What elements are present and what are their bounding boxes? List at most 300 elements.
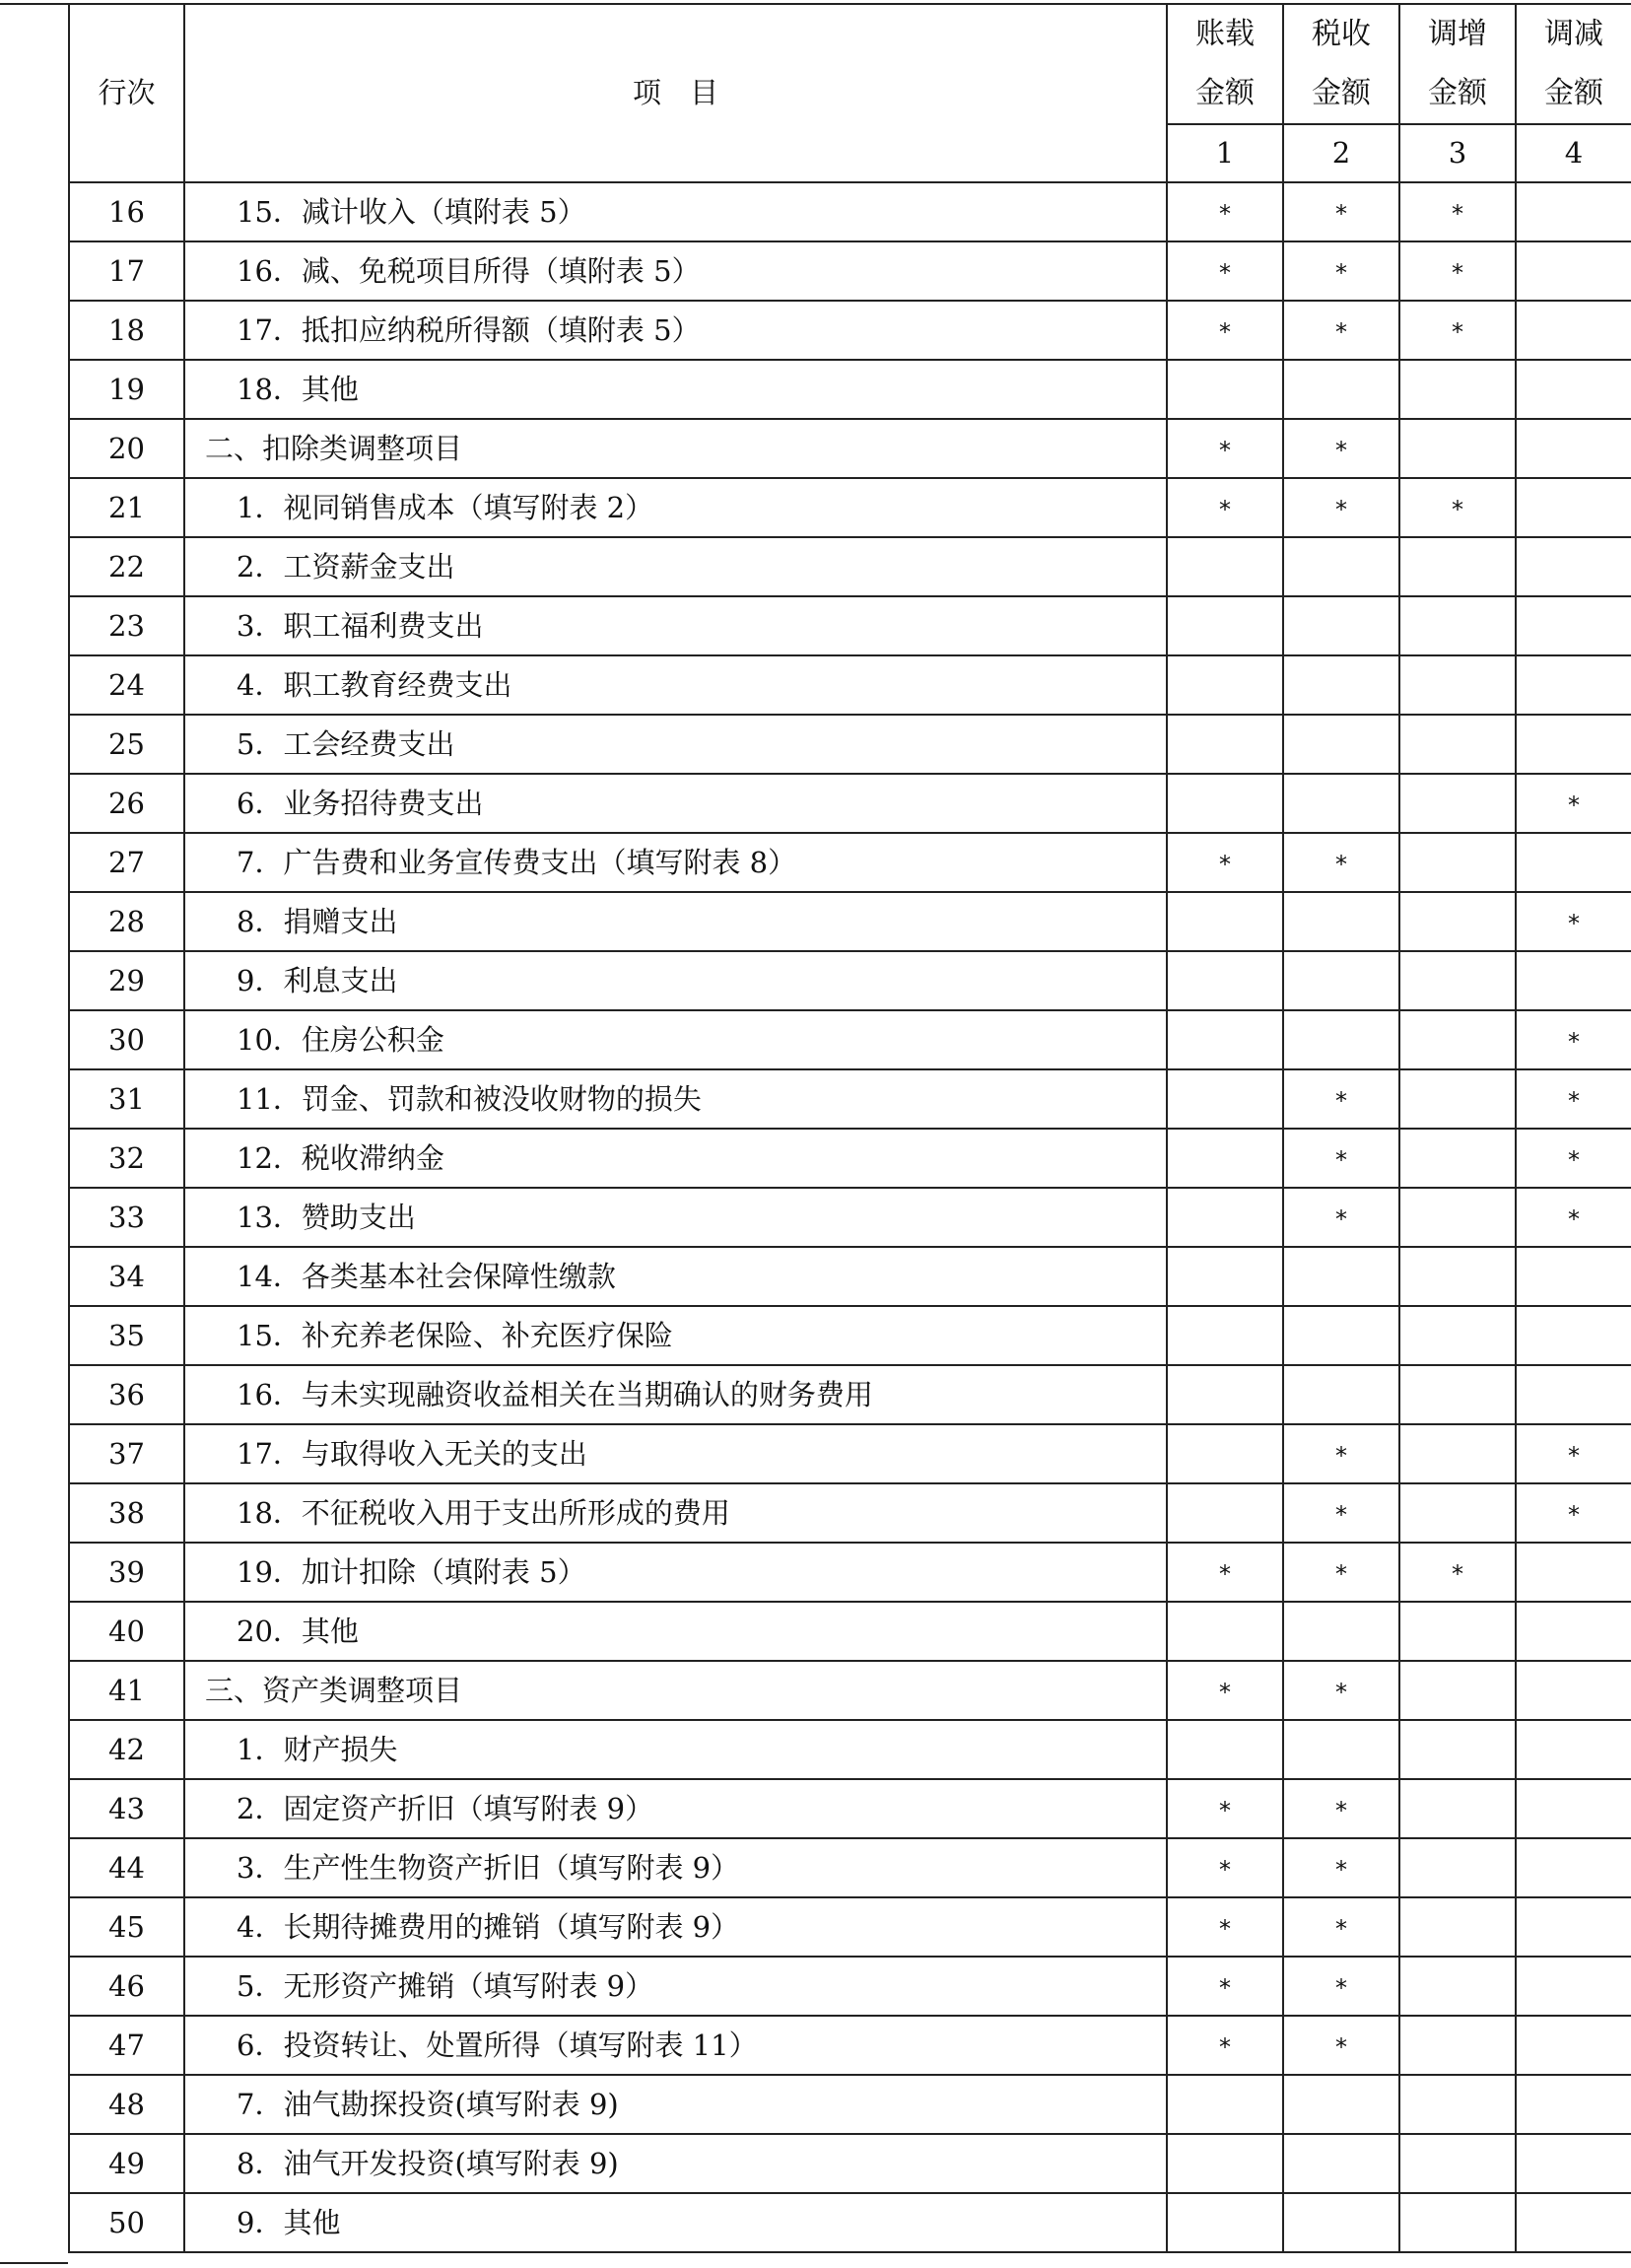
decrease-amount-cell bbox=[1516, 833, 1631, 892]
decrease-amount-cell bbox=[1516, 241, 1631, 301]
tax-amount-cell bbox=[1283, 1543, 1399, 1602]
not-applicable-mark: * bbox=[1335, 1678, 1347, 1706]
row-number-label: 行次 bbox=[98, 76, 156, 110]
increase-amount-cell bbox=[1399, 1483, 1516, 1543]
not-applicable-mark: * bbox=[1219, 1855, 1231, 1884]
book-amount-cell bbox=[1167, 1483, 1283, 1543]
row-item-label: 6．业务招待费支出 bbox=[184, 774, 1167, 833]
table-row bbox=[69, 419, 1631, 478]
table-row bbox=[69, 1306, 1631, 1365]
row-item-label: 三、资产类调整项目 bbox=[184, 1661, 1167, 1720]
book-amount-cell bbox=[1167, 1720, 1283, 1779]
row-item-label: 6．投资转让、处置所得（填写附表 11） bbox=[184, 2016, 1167, 2075]
not-applicable-mark: * bbox=[1452, 317, 1463, 346]
row-number: 48 bbox=[69, 2075, 184, 2134]
not-applicable-mark: * bbox=[1219, 1796, 1231, 1824]
row-item-label: 8．油气开发投资(填写附表 9) bbox=[184, 2134, 1167, 2193]
decrease-amount-cell bbox=[1516, 360, 1631, 419]
row-number: 17 bbox=[69, 241, 184, 301]
decrease-amount-cell bbox=[1516, 1129, 1631, 1188]
increase-amount-cell bbox=[1399, 1897, 1516, 1957]
book-amount-cell bbox=[1167, 2016, 1283, 2075]
tax-amount-cell bbox=[1283, 1069, 1399, 1129]
tax-amount-cell bbox=[1283, 1483, 1399, 1543]
header-item bbox=[184, 4, 1167, 182]
row-item-label: 1．视同销售成本（填写附表 2） bbox=[184, 478, 1167, 537]
tax-amount-cell bbox=[1283, 655, 1399, 715]
not-applicable-mark: * bbox=[1335, 1855, 1347, 1884]
increase-amount-cell bbox=[1399, 1602, 1516, 1661]
row-item-label: 8．捐赠支出 bbox=[184, 892, 1167, 951]
tax-amount-cell bbox=[1283, 1661, 1399, 1720]
row-item-label: 16．与未实现融资收益相关在当期确认的财务费用 bbox=[184, 1365, 1167, 1424]
table-row bbox=[69, 892, 1631, 951]
decrease-amount-cell bbox=[1516, 2134, 1631, 2193]
tax-amount-cell bbox=[1283, 833, 1399, 892]
table-row bbox=[69, 2075, 1631, 2134]
row-item-label: 5．工会经费支出 bbox=[184, 715, 1167, 774]
tax-amount-cell bbox=[1283, 1779, 1399, 1838]
row-number: 19 bbox=[69, 360, 184, 419]
decrease-amount-cell bbox=[1516, 951, 1631, 1010]
row-number: 32 bbox=[69, 1129, 184, 1188]
book-amount-cell bbox=[1167, 1838, 1283, 1897]
decrease-amount-cell bbox=[1516, 2016, 1631, 2075]
row-item-label: 7．广告费和业务宣传费支出（填写附表 8） bbox=[184, 833, 1167, 892]
book-amount-cell bbox=[1167, 892, 1283, 951]
book-amount-cell bbox=[1167, 1247, 1283, 1306]
tax-amount-cell bbox=[1283, 1897, 1399, 1957]
tax-amount-cell bbox=[1283, 774, 1399, 833]
increase-amount-cell bbox=[1399, 241, 1516, 301]
header-col-tax-amount bbox=[1283, 4, 1399, 124]
row-item-label: 1．财产损失 bbox=[184, 1720, 1167, 1779]
tax-amount-cell bbox=[1283, 1424, 1399, 1483]
row-item-label: 19．加计扣除（填附表 5） bbox=[184, 1543, 1167, 1602]
table-body bbox=[69, 182, 1631, 2252]
not-applicable-mark: * bbox=[1568, 1500, 1580, 1529]
tax-amount-cell bbox=[1283, 1602, 1399, 1661]
not-applicable-mark: * bbox=[1452, 199, 1463, 228]
tax-amount-cell bbox=[1283, 715, 1399, 774]
col-title-line2: 金额 bbox=[1428, 76, 1487, 110]
row-item-label: 18．其他 bbox=[184, 360, 1167, 419]
decrease-amount-cell bbox=[1516, 1543, 1631, 1602]
row-number: 41 bbox=[69, 1661, 184, 1720]
not-applicable-mark: * bbox=[1335, 1559, 1347, 1588]
increase-amount-cell bbox=[1399, 1010, 1516, 1069]
book-amount-cell bbox=[1167, 774, 1283, 833]
decrease-amount-cell bbox=[1516, 2193, 1631, 2252]
row-item-label: 20．其他 bbox=[184, 1602, 1167, 1661]
row-number: 44 bbox=[69, 1838, 184, 1897]
book-amount-cell bbox=[1167, 1602, 1283, 1661]
not-applicable-mark: * bbox=[1335, 1973, 1347, 2002]
book-amount-cell bbox=[1167, 833, 1283, 892]
increase-amount-cell bbox=[1399, 182, 1516, 241]
increase-amount-cell bbox=[1399, 2193, 1516, 2252]
increase-amount-cell bbox=[1399, 1365, 1516, 1424]
row-number: 49 bbox=[69, 2134, 184, 2193]
decrease-amount-cell bbox=[1516, 301, 1631, 360]
book-amount-cell bbox=[1167, 596, 1283, 655]
header-row bbox=[69, 4, 1631, 124]
row-number: 38 bbox=[69, 1483, 184, 1543]
not-applicable-mark: * bbox=[1335, 1086, 1347, 1115]
book-amount-cell bbox=[1167, 2075, 1283, 2134]
table-row bbox=[69, 1069, 1631, 1129]
table-row bbox=[69, 774, 1631, 833]
increase-amount-cell bbox=[1399, 2075, 1516, 2134]
book-amount-cell bbox=[1167, 1188, 1283, 1247]
col-index: 1 bbox=[1167, 124, 1283, 182]
increase-amount-cell bbox=[1399, 1661, 1516, 1720]
decrease-amount-cell bbox=[1516, 1957, 1631, 2016]
not-applicable-mark: * bbox=[1335, 1441, 1347, 1470]
increase-amount-cell bbox=[1399, 301, 1516, 360]
not-applicable-mark: * bbox=[1219, 2032, 1231, 2061]
not-applicable-mark: * bbox=[1219, 1678, 1231, 1706]
increase-amount-cell bbox=[1399, 1720, 1516, 1779]
tax-amount-cell bbox=[1283, 478, 1399, 537]
row-item-label: 17．与取得收入无关的支出 bbox=[184, 1424, 1167, 1483]
not-applicable-mark: * bbox=[1335, 436, 1347, 464]
table-row bbox=[69, 1247, 1631, 1306]
decrease-amount-cell bbox=[1516, 1306, 1631, 1365]
header-col-decrease-amount bbox=[1516, 4, 1631, 124]
increase-amount-cell bbox=[1399, 951, 1516, 1010]
not-applicable-mark: * bbox=[1568, 1441, 1580, 1470]
not-applicable-mark: * bbox=[1452, 495, 1463, 523]
row-number: 23 bbox=[69, 596, 184, 655]
row-item-label: 13．赞助支出 bbox=[184, 1188, 1167, 1247]
not-applicable-mark: * bbox=[1335, 1796, 1347, 1824]
row-number: 18 bbox=[69, 301, 184, 360]
not-applicable-mark: * bbox=[1335, 1145, 1347, 1174]
col-title-line2: 金额 bbox=[1195, 76, 1255, 110]
col-title-line1: 调增 bbox=[1428, 17, 1487, 51]
not-applicable-mark: * bbox=[1335, 495, 1347, 523]
tax-amount-cell bbox=[1283, 1306, 1399, 1365]
row-item-label: 3．职工福利费支出 bbox=[184, 596, 1167, 655]
not-applicable-mark: * bbox=[1568, 1204, 1580, 1233]
table-row bbox=[69, 1779, 1631, 1838]
book-amount-cell bbox=[1167, 1069, 1283, 1129]
row-item-label: 5．无形资产摊销（填写附表 9） bbox=[184, 1957, 1167, 2016]
row-number: 34 bbox=[69, 1247, 184, 1306]
header-col-book-amount bbox=[1167, 4, 1283, 124]
tax-amount-cell bbox=[1283, 1010, 1399, 1069]
not-applicable-mark: * bbox=[1219, 850, 1231, 878]
not-applicable-mark: * bbox=[1219, 1559, 1231, 1588]
decrease-amount-cell bbox=[1516, 774, 1631, 833]
not-applicable-mark: * bbox=[1335, 258, 1347, 287]
table-row bbox=[69, 951, 1631, 1010]
decrease-amount-cell bbox=[1516, 1483, 1631, 1543]
increase-amount-cell bbox=[1399, 2134, 1516, 2193]
not-applicable-mark: * bbox=[1335, 1204, 1347, 1233]
table-row bbox=[69, 1010, 1631, 1069]
row-item-label: 2．工资薪金支出 bbox=[184, 537, 1167, 596]
increase-amount-cell bbox=[1399, 1543, 1516, 1602]
row-item-label: 二、扣除类调整项目 bbox=[184, 419, 1167, 478]
row-number: 24 bbox=[69, 655, 184, 715]
book-amount-cell bbox=[1167, 1424, 1283, 1483]
book-amount-cell bbox=[1167, 537, 1283, 596]
decrease-amount-cell bbox=[1516, 892, 1631, 951]
tax-amount-cell bbox=[1283, 1129, 1399, 1188]
row-item-label: 12．税收滞纳金 bbox=[184, 1129, 1167, 1188]
decrease-amount-cell bbox=[1516, 1247, 1631, 1306]
tax-amount-cell bbox=[1283, 1247, 1399, 1306]
table-row bbox=[69, 596, 1631, 655]
tax-amount-cell bbox=[1283, 1365, 1399, 1424]
tax-amount-cell bbox=[1283, 1957, 1399, 2016]
tax-amount-cell bbox=[1283, 301, 1399, 360]
not-applicable-mark: * bbox=[1219, 199, 1231, 228]
row-item-label: 16．减、免税项目所得（填附表 5） bbox=[184, 241, 1167, 301]
item-label: 项 目 bbox=[632, 76, 718, 110]
increase-amount-cell bbox=[1399, 360, 1516, 419]
not-applicable-mark: * bbox=[1335, 2032, 1347, 2061]
table-row bbox=[69, 715, 1631, 774]
book-amount-cell bbox=[1167, 1010, 1283, 1069]
decrease-amount-cell bbox=[1516, 1661, 1631, 1720]
increase-amount-cell bbox=[1399, 478, 1516, 537]
decrease-amount-cell bbox=[1516, 1188, 1631, 1247]
row-number: 20 bbox=[69, 419, 184, 478]
book-amount-cell bbox=[1167, 182, 1283, 241]
book-amount-cell bbox=[1167, 419, 1283, 478]
book-amount-cell bbox=[1167, 241, 1283, 301]
tax-amount-cell bbox=[1283, 596, 1399, 655]
col-title-line2: 金额 bbox=[1312, 76, 1371, 110]
row-number: 46 bbox=[69, 1957, 184, 2016]
book-amount-cell bbox=[1167, 1897, 1283, 1957]
row-number: 36 bbox=[69, 1365, 184, 1424]
row-number: 31 bbox=[69, 1069, 184, 1129]
row-number: 28 bbox=[69, 892, 184, 951]
table-row bbox=[69, 301, 1631, 360]
tax-amount-cell bbox=[1283, 2075, 1399, 2134]
tax-amount-cell bbox=[1283, 2016, 1399, 2075]
tax-amount-cell bbox=[1283, 1188, 1399, 1247]
table-row bbox=[69, 2016, 1631, 2075]
not-applicable-mark: * bbox=[1568, 909, 1580, 937]
decrease-amount-cell bbox=[1516, 2075, 1631, 2134]
decrease-amount-cell bbox=[1516, 1602, 1631, 1661]
row-number: 30 bbox=[69, 1010, 184, 1069]
decrease-amount-cell bbox=[1516, 1010, 1631, 1069]
row-item-label: 11．罚金、罚款和被没收财物的损失 bbox=[184, 1069, 1167, 1129]
not-applicable-mark: * bbox=[1335, 1914, 1347, 1943]
decrease-amount-cell bbox=[1516, 1838, 1631, 1897]
table-row bbox=[69, 655, 1631, 715]
not-applicable-mark: * bbox=[1452, 1559, 1463, 1588]
not-applicable-mark: * bbox=[1335, 850, 1347, 878]
increase-amount-cell bbox=[1399, 1779, 1516, 1838]
row-number: 25 bbox=[69, 715, 184, 774]
row-item-label: 14．各类基本社会保障性缴款 bbox=[184, 1247, 1167, 1306]
col-title-line1: 调减 bbox=[1544, 17, 1603, 51]
book-amount-cell bbox=[1167, 1661, 1283, 1720]
row-item-label: 9．利息支出 bbox=[184, 951, 1167, 1010]
tax-amount-cell bbox=[1283, 892, 1399, 951]
increase-amount-cell bbox=[1399, 1247, 1516, 1306]
tax-amount-cell bbox=[1283, 2134, 1399, 2193]
row-item-label: 18．不征税收入用于支出所形成的费用 bbox=[184, 1483, 1167, 1543]
table-row bbox=[69, 1720, 1631, 1779]
book-amount-cell bbox=[1167, 655, 1283, 715]
not-applicable-mark: * bbox=[1452, 258, 1463, 287]
decrease-amount-cell bbox=[1516, 1779, 1631, 1838]
not-applicable-mark: * bbox=[1568, 1086, 1580, 1115]
row-number: 37 bbox=[69, 1424, 184, 1483]
book-amount-cell bbox=[1167, 1543, 1283, 1602]
table-row bbox=[69, 1483, 1631, 1543]
not-applicable-mark: * bbox=[1219, 258, 1231, 287]
row-item-label: 9．其他 bbox=[184, 2193, 1167, 2252]
decrease-amount-cell bbox=[1516, 715, 1631, 774]
book-amount-cell bbox=[1167, 2193, 1283, 2252]
table-row bbox=[69, 1602, 1631, 1661]
increase-amount-cell bbox=[1399, 1069, 1516, 1129]
row-number: 45 bbox=[69, 1897, 184, 1957]
increase-amount-cell bbox=[1399, 2016, 1516, 2075]
not-applicable-mark: * bbox=[1219, 317, 1231, 346]
row-number: 50 bbox=[69, 2193, 184, 2252]
book-amount-cell bbox=[1167, 1306, 1283, 1365]
row-item-label: 15．补充养老保险、补充医疗保险 bbox=[184, 1306, 1167, 1365]
tax-amount-cell bbox=[1283, 241, 1399, 301]
book-amount-cell bbox=[1167, 715, 1283, 774]
row-number: 29 bbox=[69, 951, 184, 1010]
decrease-amount-cell bbox=[1516, 537, 1631, 596]
book-amount-cell bbox=[1167, 951, 1283, 1010]
table-row bbox=[69, 1188, 1631, 1247]
row-number: 47 bbox=[69, 2016, 184, 2075]
col-title-line1: 税收 bbox=[1312, 17, 1371, 51]
increase-amount-cell bbox=[1399, 833, 1516, 892]
row-number: 39 bbox=[69, 1543, 184, 1602]
book-amount-cell bbox=[1167, 1779, 1283, 1838]
not-applicable-mark: * bbox=[1219, 1973, 1231, 2002]
table-row bbox=[69, 182, 1631, 241]
row-item-label: 7．油气勘探投资(填写附表 9) bbox=[184, 2075, 1167, 2134]
table-row bbox=[69, 537, 1631, 596]
not-applicable-mark: * bbox=[1335, 199, 1347, 228]
decrease-amount-cell bbox=[1516, 182, 1631, 241]
row-number: 40 bbox=[69, 1602, 184, 1661]
table-row bbox=[69, 2193, 1631, 2252]
tax-amount-cell bbox=[1283, 182, 1399, 241]
decrease-amount-cell bbox=[1516, 419, 1631, 478]
decrease-amount-cell bbox=[1516, 478, 1631, 537]
tax-amount-cell bbox=[1283, 1838, 1399, 1897]
decrease-amount-cell bbox=[1516, 596, 1631, 655]
increase-amount-cell bbox=[1399, 1306, 1516, 1365]
not-applicable-mark: * bbox=[1219, 436, 1231, 464]
not-applicable-mark: * bbox=[1219, 495, 1231, 523]
row-item-label: 10．住房公积金 bbox=[184, 1010, 1167, 1069]
row-number: 22 bbox=[69, 537, 184, 596]
increase-amount-cell bbox=[1399, 596, 1516, 655]
decrease-amount-cell bbox=[1516, 1720, 1631, 1779]
increase-amount-cell bbox=[1399, 892, 1516, 951]
tax-adjustment-table bbox=[68, 3, 1631, 2253]
increase-amount-cell bbox=[1399, 537, 1516, 596]
row-item-label: 15．减计收入（填附表 5） bbox=[184, 182, 1167, 241]
col-index: 3 bbox=[1399, 124, 1516, 182]
decrease-amount-cell bbox=[1516, 1365, 1631, 1424]
table-row bbox=[69, 2134, 1631, 2193]
book-amount-cell bbox=[1167, 1129, 1283, 1188]
row-item-label: 4．职工教育经费支出 bbox=[184, 655, 1167, 715]
header-row-number bbox=[69, 4, 184, 182]
increase-amount-cell bbox=[1399, 419, 1516, 478]
col-index: 2 bbox=[1283, 124, 1399, 182]
table-row bbox=[69, 241, 1631, 301]
col-index: 4 bbox=[1516, 124, 1631, 182]
increase-amount-cell bbox=[1399, 655, 1516, 715]
increase-amount-cell bbox=[1399, 1129, 1516, 1188]
header-col-increase-amount bbox=[1399, 4, 1516, 124]
increase-amount-cell bbox=[1399, 1838, 1516, 1897]
book-amount-cell bbox=[1167, 360, 1283, 419]
table-row bbox=[69, 360, 1631, 419]
book-amount-cell bbox=[1167, 1957, 1283, 2016]
decrease-amount-cell bbox=[1516, 1424, 1631, 1483]
tax-amount-cell bbox=[1283, 419, 1399, 478]
row-number: 42 bbox=[69, 1720, 184, 1779]
table-row bbox=[69, 1897, 1631, 1957]
col-title-line1: 账载 bbox=[1195, 17, 1255, 51]
row-item-label: 17．抵扣应纳税所得额（填附表 5） bbox=[184, 301, 1167, 360]
tax-amount-cell bbox=[1283, 951, 1399, 1010]
book-amount-cell bbox=[1167, 301, 1283, 360]
book-amount-cell bbox=[1167, 2134, 1283, 2193]
not-applicable-mark: * bbox=[1568, 1145, 1580, 1174]
table-row bbox=[69, 1543, 1631, 1602]
table-row bbox=[69, 1424, 1631, 1483]
tax-amount-cell bbox=[1283, 537, 1399, 596]
col-title-line2: 金额 bbox=[1544, 76, 1603, 110]
table-row bbox=[69, 1957, 1631, 2016]
decrease-amount-cell bbox=[1516, 655, 1631, 715]
row-number: 27 bbox=[69, 833, 184, 892]
row-number: 26 bbox=[69, 774, 184, 833]
decrease-amount-cell bbox=[1516, 1897, 1631, 1957]
tax-amount-cell bbox=[1283, 360, 1399, 419]
increase-amount-cell bbox=[1399, 1188, 1516, 1247]
not-applicable-mark: * bbox=[1219, 1914, 1231, 1943]
book-amount-cell bbox=[1167, 478, 1283, 537]
table-row bbox=[69, 1129, 1631, 1188]
row-item-label: 3．生产性生物资产折旧（填写附表 9） bbox=[184, 1838, 1167, 1897]
tax-amount-cell bbox=[1283, 1720, 1399, 1779]
table-row bbox=[69, 1838, 1631, 1897]
book-amount-cell bbox=[1167, 1365, 1283, 1424]
not-applicable-mark: * bbox=[1568, 790, 1580, 819]
table-row bbox=[69, 1365, 1631, 1424]
row-number: 16 bbox=[69, 182, 184, 241]
decrease-amount-cell bbox=[1516, 1069, 1631, 1129]
page-left-margin bbox=[0, 3, 68, 2264]
row-number: 21 bbox=[69, 478, 184, 537]
table-row bbox=[69, 1661, 1631, 1720]
tax-amount-cell bbox=[1283, 2193, 1399, 2252]
table-row bbox=[69, 833, 1631, 892]
